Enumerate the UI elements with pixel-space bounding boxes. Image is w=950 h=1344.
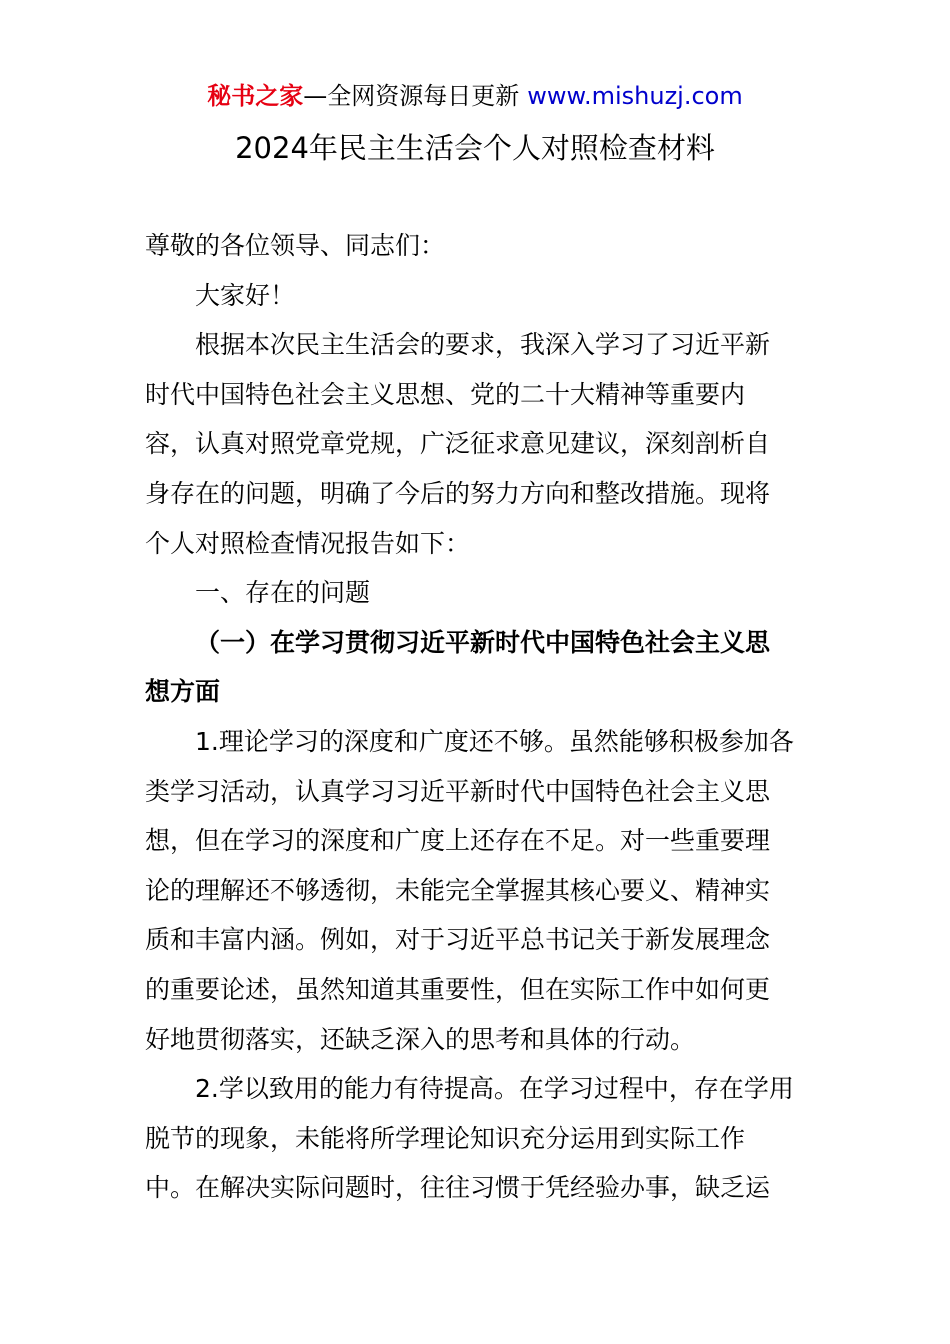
brand-name: 秘书之家 [207,82,304,110]
document-title: 2024年民主生活会个人对照检查材料 [235,131,715,165]
site-url-link[interactable]: www.mishuzj.com [527,82,743,110]
intro-paragraph-line: 身存在的问题，明确了今后的努力方向和整改措施。现将 [145,478,771,508]
document-body [145,221,810,1213]
intro-paragraph-line: 根据本次民主生活会的要求，我深入学习了习近平新 [195,330,771,360]
section-heading: 一、存在的问题 [195,578,371,608]
salutation: 尊敬的各位领导、同志们： [145,231,446,260]
item-1-paragraph-line: 好地贯彻落实，还缺乏深入的思考和具体的行动。 [145,1024,696,1054]
greeting: 大家好！ [195,280,296,310]
item-1-paragraph-line: 论的理解还不够透彻，未能完全掌握其核心要义、精神实 [145,875,771,905]
site-tagline: —全网资源每日更新 [303,82,520,110]
item-2-paragraph-line: 2.学以致用的能力有待提高。在学习过程中，存在学用 [195,1074,794,1104]
site-header [0,78,950,114]
item-2-paragraph-line: 脱节的现象，未能将所学理论知识充分运用到实际工作 [145,1123,746,1153]
item-2-paragraph-line: 中。在解决实际问题时，往往习惯于凭经验办事，缺乏运 [145,1173,771,1203]
item-1-paragraph-line: 1.理论学习的深度和广度还不够。虽然能够积极参加各 [195,726,794,756]
intro-paragraph-line: 时代中国特色社会主义思想、党的二十大精神等重要内 [145,379,746,409]
intro-paragraph-line: 个人对照检查情况报告如下： [145,528,471,558]
intro-paragraph-line: 容，认真对照党章党规，广泛征求意见建议，深刻剖析自 [145,429,771,459]
subsection-heading: 想方面 [145,677,221,707]
item-1-paragraph-line: 类学习活动，认真学习习近平新时代中国特色社会主义思 [145,776,771,806]
item-1-paragraph-line: 的重要论述，虽然知道其重要性，但在实际工作中如何更 [145,974,771,1004]
item-1-paragraph-line: 质和丰富内涵。例如，对于习近平总书记关于新发展理念 [145,925,771,955]
subsection-heading: （一）在学习贯彻习近平新时代中国特色社会主义思 [195,627,771,657]
item-1-paragraph-line: 想，但在学习的深度和广度上还存在不足。对一些重要理 [145,826,771,856]
